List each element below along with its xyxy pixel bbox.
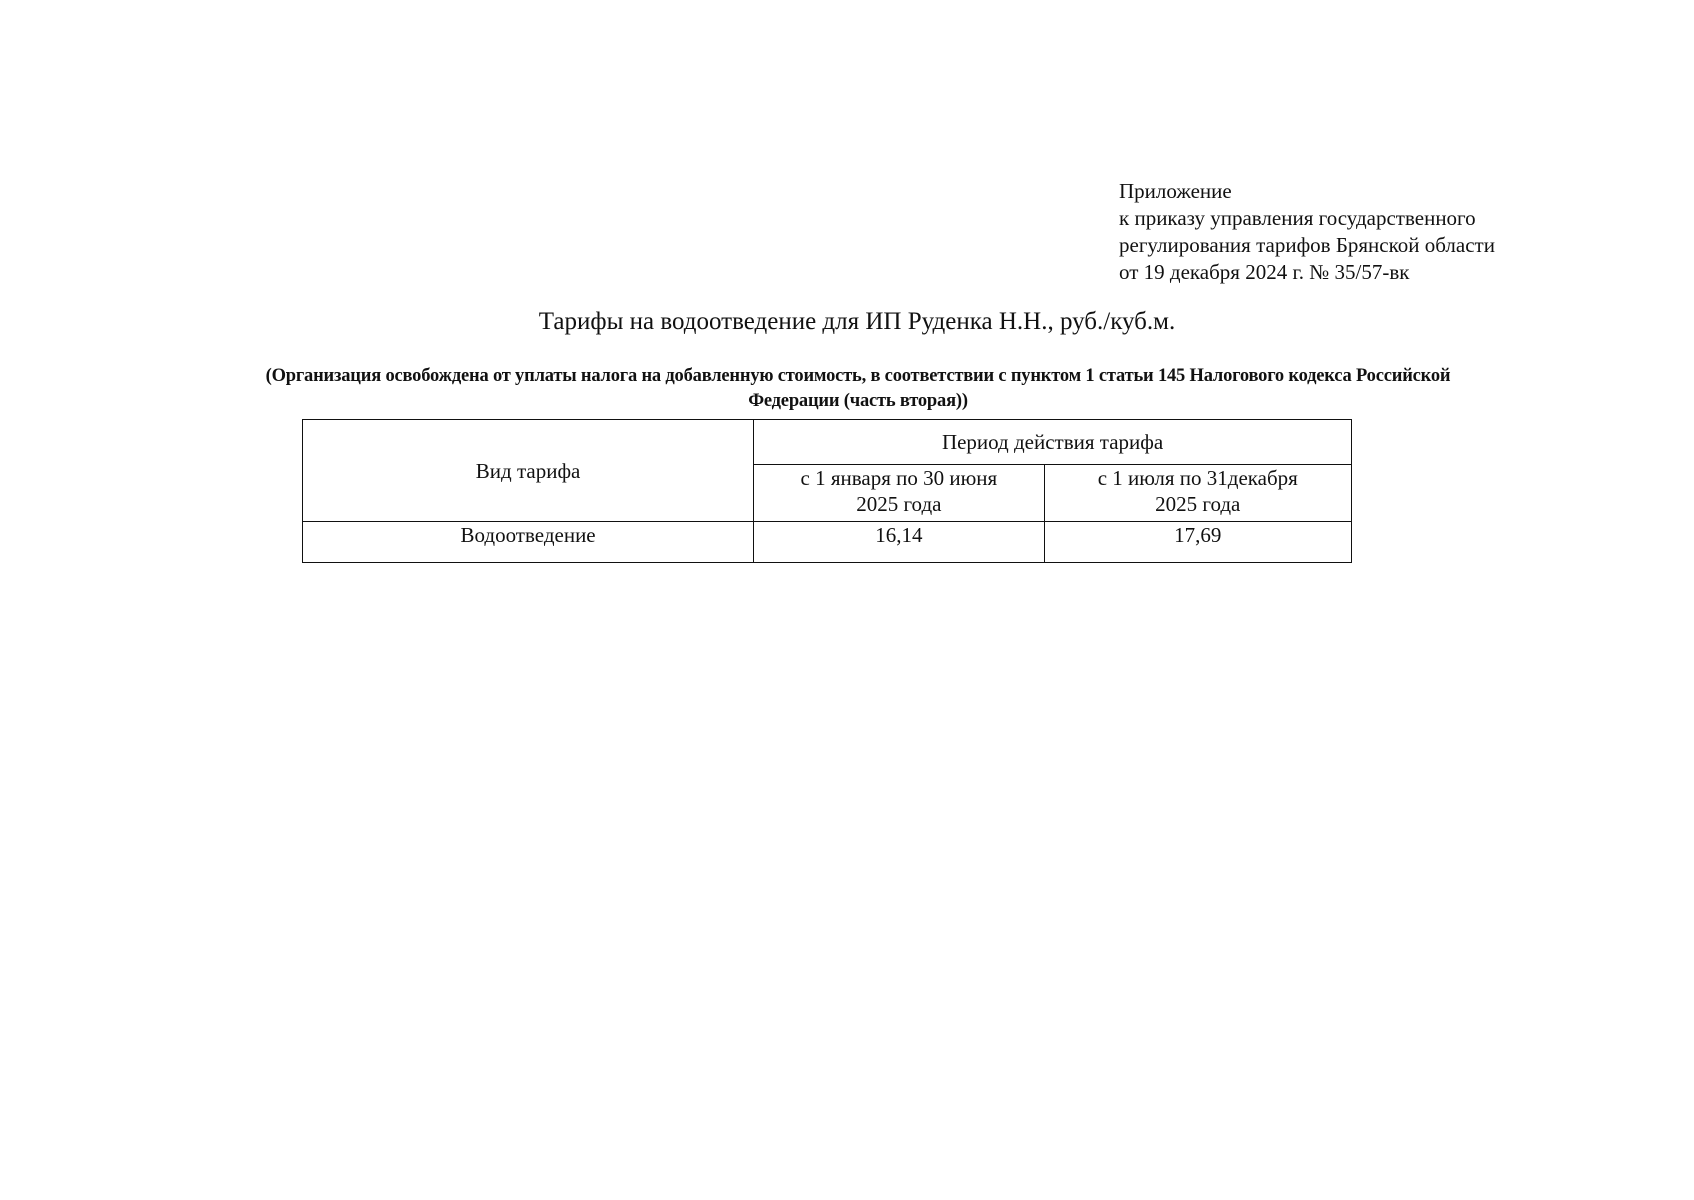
tariff-value-cell: 17,69 — [1044, 522, 1351, 563]
period-cell-1 — [754, 465, 1044, 522]
tariff-table — [302, 419, 1352, 563]
period-header: Период действия тарифа — [754, 420, 1352, 465]
tariff-value-cell: 16,14 — [754, 522, 1044, 563]
document-title: Тарифы на водоотведение для ИП Руденка Н.Н., руб./куб.м. — [538, 308, 1176, 335]
vat-note-line: (Организация освобождена от уплаты налога на добавленную стоимость, в соответствии с пунктом 1 статьи 145 Налогового кодекса Российской — [265, 366, 1451, 386]
appendix-line: к приказу управления государственного — [1119, 206, 1476, 230]
period-cell-2 — [1044, 465, 1351, 522]
tariff-type-cell: Водоотведение — [303, 522, 754, 563]
table-header-row — [303, 420, 1352, 465]
period-2-year: 2025 года — [1155, 492, 1241, 516]
table-row — [303, 522, 1352, 563]
appendix-line: регулирования тарифов Брянской области — [1119, 233, 1495, 257]
tariff-type-header: Вид тарифа — [303, 420, 754, 522]
appendix-line: Приложение — [1119, 179, 1232, 203]
appendix-block — [1119, 178, 1495, 286]
appendix-line: от 19 декабря 2024 г. № 35/57-вк — [1119, 260, 1410, 284]
period-2-dates: с 1 июля по 31декабря — [1097, 466, 1298, 490]
period-1-year: 2025 года — [856, 492, 942, 516]
vat-note — [190, 364, 1526, 414]
vat-note-line: Федерации (часть вторая)) — [748, 391, 968, 411]
period-1-dates: с 1 января по 30 июня — [800, 466, 998, 490]
